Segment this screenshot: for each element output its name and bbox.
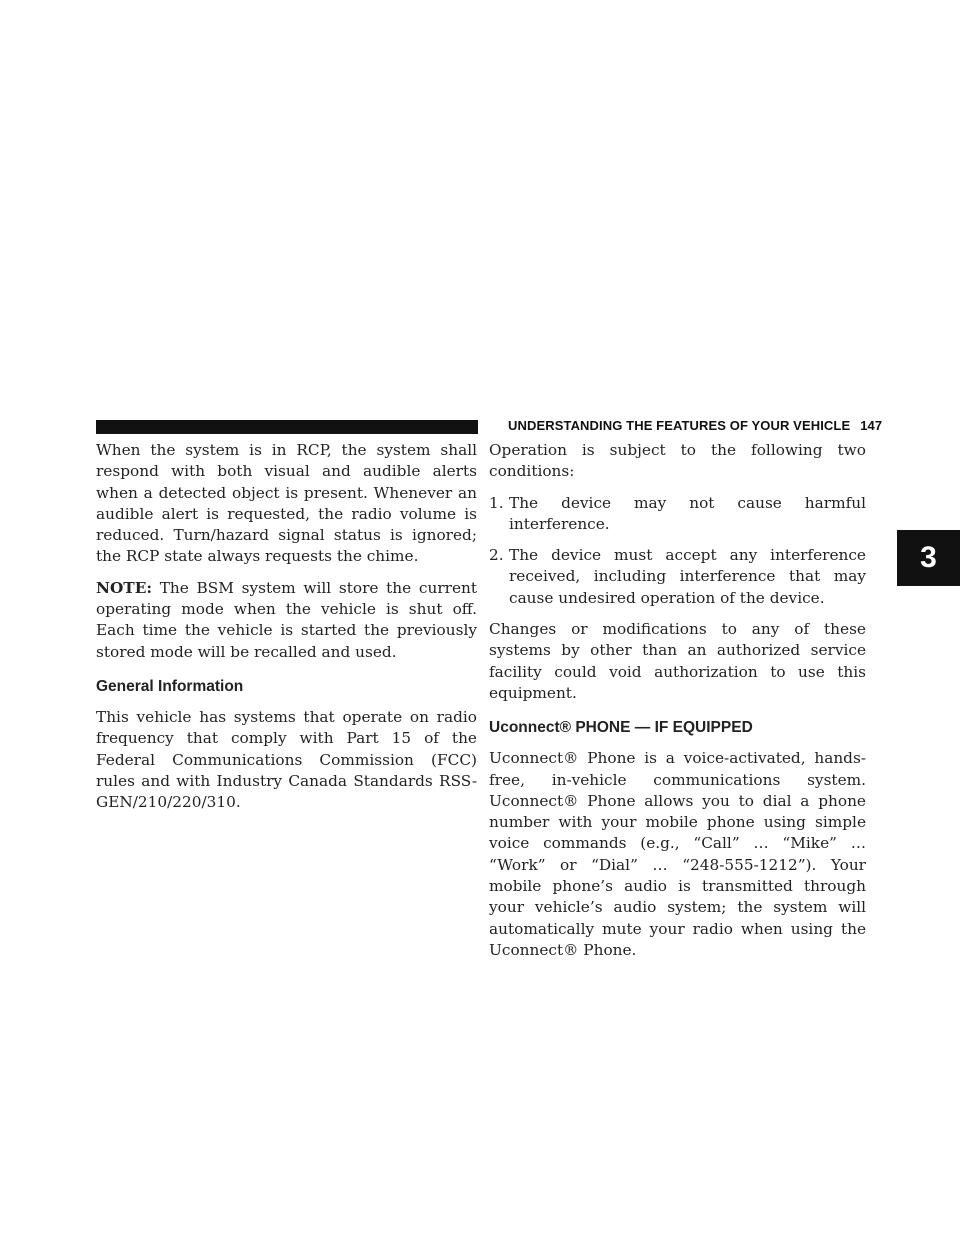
rcp-paragraph: When the system is in RCP, the system shall respond with both visual and audible alerts when a detected object is present. Whenever an audible alert is requested, the radio volume is reduced. Turn/hazard signal status is ignored; the RCP state always requests the chime. — [96, 441, 477, 566]
list-item — [489, 545, 866, 609]
fcc-paragraph: This vehicle has systems that operate on radio frequency that comply with Part 15 of the Federal Communications Commission (FCC) rules and with Industry Canada Standards RSS- GEN/210/220/310. — [96, 707, 477, 812]
list-item — [489, 493, 866, 536]
list-number: 1. — [489, 493, 504, 512]
page-number: 147 — [860, 418, 883, 433]
left-column — [96, 440, 477, 823]
general-information-heading: General Information — [96, 677, 244, 695]
note-text: The BSM system will store the current operating mode when the vehicle is shut off. Each time the vehicle is started the previously stored mode will be recalled and used. — [96, 578, 477, 661]
header-bar — [96, 420, 478, 434]
section-title: UNDERSTANDING THE FEATURES OF YOUR VEHICLE — [508, 418, 851, 433]
conditions-intro: Operation is subject to the following two conditions: — [489, 441, 866, 481]
right-column — [489, 440, 866, 971]
modifications-paragraph: Changes or modifications to any of these systems by other than an authorized service facility could void authorization to use this equipment. — [489, 620, 866, 702]
note-paragraph — [96, 578, 477, 663]
list-number: 2. — [489, 546, 504, 565]
note-label: NOTE: — [96, 578, 152, 597]
uconnect-heading: Uconnect® PHONE — IF EQUIPPED — [489, 719, 753, 737]
chapter-tab: 3 — [897, 530, 960, 586]
list-text: The device must accept any interference received, including interference that may cause undesired operation of the device. — [509, 546, 866, 607]
uconnect-paragraph: Uconnect® Phone is a voice-activated, hands-free, in-vehicle communications system. Uconnect® Phone allows you to dial a phone number with your mobile phone using simple voice commands (e.g., “Call” … “Mike” … “Work” or “Dial” … “248-555-1212”). Your mobile phone’s audio is transmitted through your vehicle’s audio system; the system will automatically mute your radio when using the Uconnect® Phone. — [489, 749, 866, 959]
running-header — [508, 418, 882, 433]
list-text: The device may not cause harmful interference. — [509, 493, 866, 533]
